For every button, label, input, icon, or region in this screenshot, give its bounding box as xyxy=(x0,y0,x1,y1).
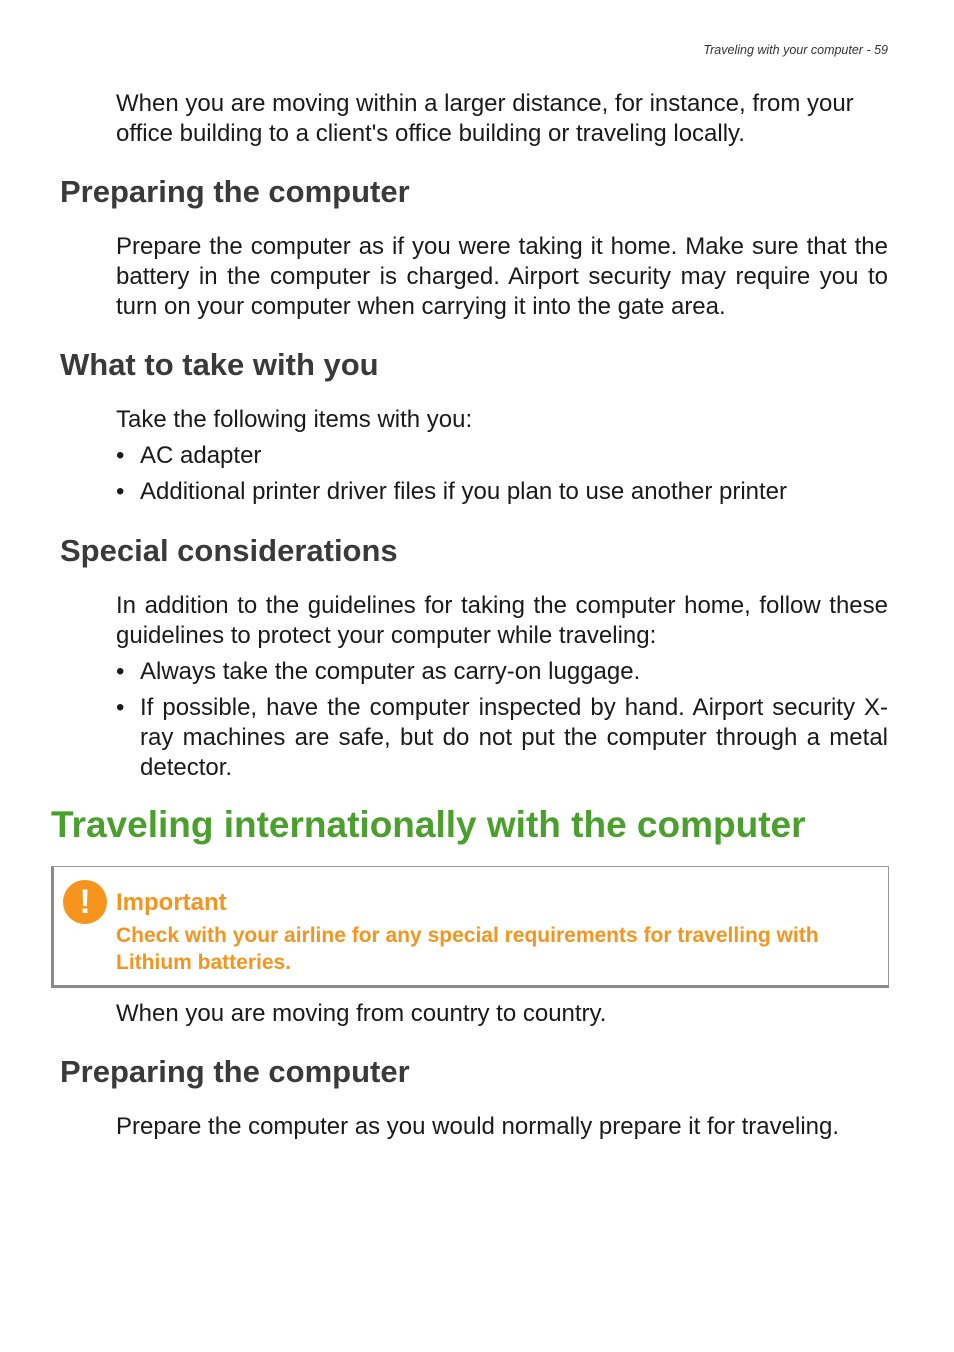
heading-what-to-take: What to take with you xyxy=(60,347,379,382)
heading-preparing-computer: Preparing the computer xyxy=(60,174,410,209)
list-item xyxy=(116,477,888,507)
intro-international-paragraph: When you are moving from country to country. xyxy=(116,1000,607,1027)
list-item xyxy=(116,441,888,471)
bullet-icon: • xyxy=(116,442,125,469)
bullet-icon: • xyxy=(116,478,125,505)
intro-local-paragraph: When you are moving within a larger distance, for instance, from your office building to a client's office building or traveling locally. xyxy=(116,90,854,147)
important-callout xyxy=(51,866,889,988)
list-item-text: Always take the computer as carry-on luggage. xyxy=(140,658,641,685)
running-header: Traveling with your computer - 59 xyxy=(703,43,888,57)
exclamation-icon: ! xyxy=(63,880,107,924)
heading-special-considerations: Special considerations xyxy=(60,533,398,568)
list-item-text: If possible, have the computer inspected by hand. Airport security X-ray machines are safe, but do not put the computer through a metal detector. xyxy=(140,694,888,781)
special-paragraph: In addition to the guidelines for taking the computer home, follow these guidelines to protect your computer while traveling: xyxy=(116,592,888,649)
bullet-icon: • xyxy=(116,658,125,685)
bullet-icon: • xyxy=(116,694,125,721)
special-list xyxy=(116,657,888,789)
preparing-international-paragraph: Prepare the computer as you would normally prepare it for traveling. xyxy=(116,1113,840,1140)
preparing-paragraph: Prepare the computer as if you were taking it home. Make sure that the battery in the computer is charged. Airport security may require you to turn on your computer when carrying it into the gate area. xyxy=(116,233,888,320)
list-item xyxy=(116,657,888,687)
list-item-text: AC adapter xyxy=(140,442,262,469)
list-item xyxy=(116,693,888,783)
callout-text: Check with your airline for any special requirements for travelling with Lithium batteries. xyxy=(116,924,819,974)
heading-traveling-internationally: Traveling internationally with the computer xyxy=(51,804,806,845)
heading-preparing-computer-international: Preparing the computer xyxy=(60,1054,410,1089)
callout-title: Important xyxy=(116,889,227,916)
what-to-take-intro: Take the following items with you: xyxy=(116,406,473,433)
what-to-take-list xyxy=(116,441,888,513)
list-item-text: Additional printer driver files if you plan to use another printer xyxy=(140,478,788,505)
